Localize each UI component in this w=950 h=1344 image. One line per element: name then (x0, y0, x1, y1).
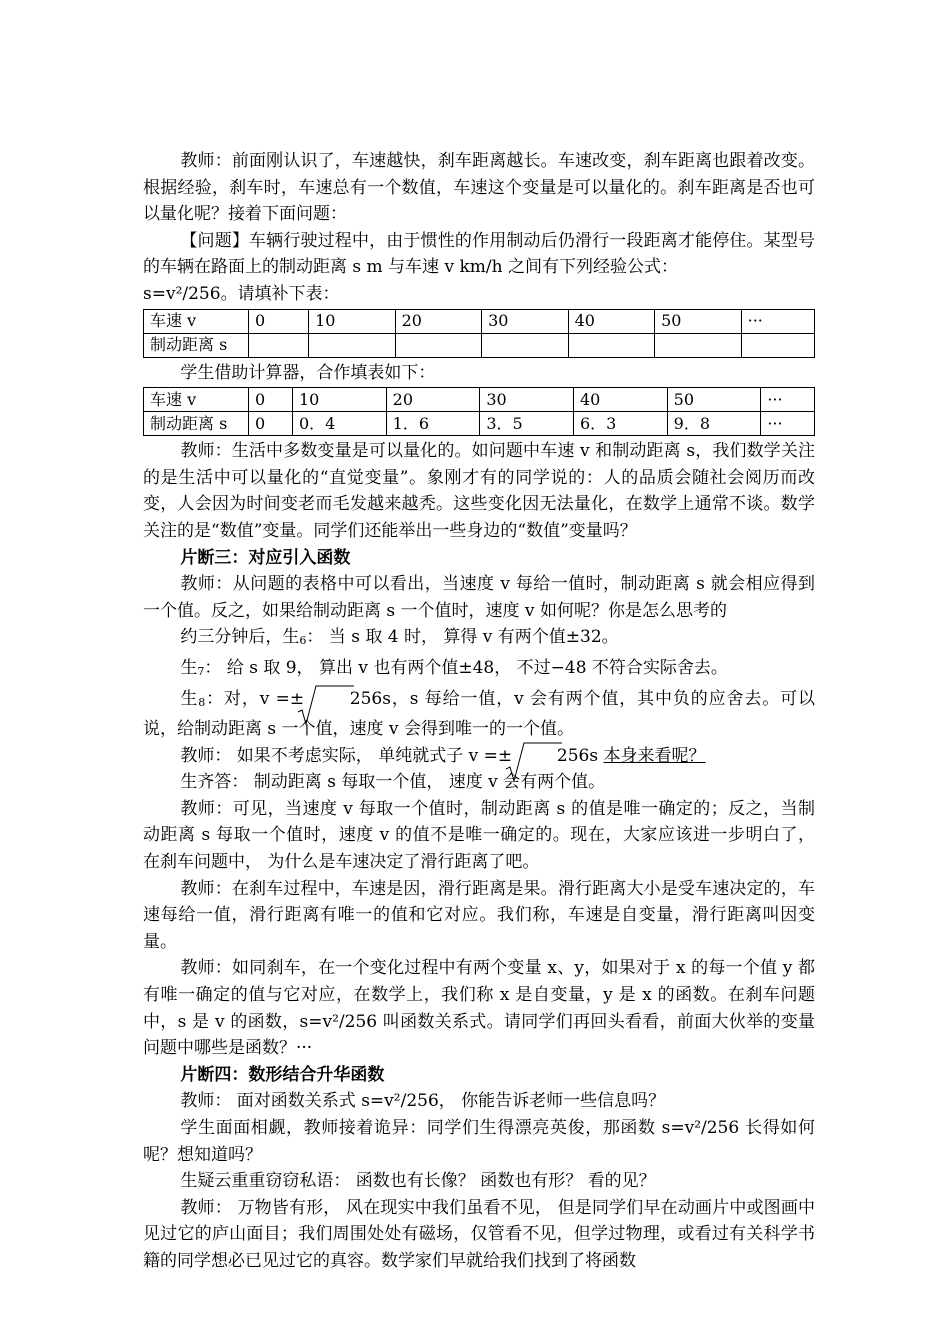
table-cell-empty (395, 333, 482, 357)
paragraph-problem-formula: s=v²/256。请填补下表： (143, 283, 340, 304)
table-cell-empty (568, 333, 655, 357)
paragraph-students-puzzled: 学生面面相觑，教师接着诡异：同学们生得漂亮英俊，那函数 s=v²/256 长得如何呢？想知道吗？ (143, 1118, 815, 1165)
text-run: ： 给 s 取 9， 算出 v 也有两个值±48， 不过−48 不符合实际舍去。 (204, 657, 728, 678)
table-cell: 0 (249, 309, 309, 333)
text-run: ： 当 s 取 4 时， 算得 v 有两个值±32。 (306, 627, 619, 648)
table-cell-label: 制动距离 s (144, 412, 249, 436)
table-row (144, 388, 815, 412)
table-cell: 0 (249, 412, 293, 436)
text-run: ，s 每给一值，v 会有两个值，其中负的应舍去。可以说，给制动距离 s 一个值，速度 v 会得到唯一的一个值。 (143, 688, 816, 740)
radicand: 256s (556, 745, 599, 766)
table-cell: 3．5 (480, 412, 574, 436)
table-cell-empty (309, 333, 396, 357)
table-cell-empty (249, 333, 309, 357)
paragraph-teacher-info: 教师： 面对函数关系式 s=v²/256， 你能告诉老师一些信息吗？ (180, 1091, 666, 1112)
table-row (144, 333, 815, 357)
table-cell-empty (482, 333, 569, 357)
paragraph-teacher-shape: 教师： 万物皆有形， 风在现实中我们虽看不见， 但是同学们早在动画片中或图画中见过它的庐山面目；我们周围处处有磁场，仅管看不见，但学过物理，或看过有关科学书籍的同学想必已见过它的真容。数学家们早就给我们找到了将函数 (143, 1197, 815, 1271)
table-row (144, 309, 815, 333)
paragraph-students-whisper: 生疑云重重窃窃私语： 函数也有长像？ 函数也有形？ 看的见？ (180, 1171, 656, 1192)
table-cell: 10 (292, 388, 386, 412)
paragraph-teacher-correspondence: 教师：从问题的表格中可以看出，当速度 v 每给一值时，制动距离 s 就会相应得到一个值。反之，如果给制动距离 s 一个值时，速度 v 如何呢？你是怎么思考的 (143, 574, 815, 621)
square-root-expression (518, 743, 599, 770)
subscript: 8 (198, 695, 206, 709)
section-heading-4: 片断四：数形结合升华函数 (180, 1064, 385, 1085)
table-cell: 6．3 (574, 412, 668, 436)
subscript: 6 (299, 634, 307, 648)
table-cell-label: 车速 v (144, 388, 249, 412)
table-cell: 20 (386, 388, 480, 412)
table-cell: 0．4 (292, 412, 386, 436)
table-cell: 50 (655, 309, 742, 333)
square-root-expression (310, 686, 391, 713)
table-cell: 40 (574, 388, 668, 412)
paragraph-teacher-intro: 教师：前面刚认识了，车速越快，刹车距离越长。车速改变，刹车距离也跟着改变。根据经验，刹车时，车速总有一个数值，车速这个变量是可以量化的。刹车距离是否也可以量化呢？接着下面问题： (143, 151, 815, 225)
paragraph-student-7 (143, 655, 815, 686)
square-root-icon (504, 741, 564, 785)
text-run: 教师： 如果不考虑实际， 单纯就式子 v =± (180, 745, 513, 766)
table-cell: ··· (741, 309, 814, 333)
paragraph-students-answer: 生齐答： 制动距离 s 每取一个值， 速度 v 会有两个值。 (180, 772, 606, 793)
table-cell: ··· (761, 412, 815, 436)
subscript: 7 (197, 664, 205, 678)
text-run: 本身来看呢？ (603, 745, 706, 766)
text-run: 生 (180, 688, 199, 709)
paragraph-students-fill: 学生借助计算器，合作填表如下： (180, 362, 436, 383)
table-cell: 9．8 (667, 412, 761, 436)
text-run: ：对，v =± (205, 688, 305, 709)
table-cell: 1．6 (386, 412, 480, 436)
paragraph-problem: 【问题】车辆行驶过程中，由于惯性的作用制动后仍滑行一段距离才能停住。某型号的车辆在路面上的制动距离 s m 与车速 v km/h 之间有下列经验公式： (143, 230, 815, 278)
radicand: 256s (349, 688, 391, 709)
table-cell-label: 制动距离 s (144, 333, 249, 357)
table-cell-empty (741, 333, 814, 357)
table-cell: 10 (309, 309, 396, 333)
paragraph-teacher-cause-effect: 教师：在刹车过程中，车速是因，滑行距离是果。滑行距离大小是受车速决定的，车速每给一值，滑行距离有唯一的值和它对应。我们称，车速是自变量，滑行距离叫因变量。 (143, 878, 815, 952)
table-cell: 20 (395, 309, 482, 333)
paragraph-quantifiable-variables: 教师：生活中多数变量是可以量化的。如问题中车速 v 和制动距离 s，我们数学关注的是生活中可以量化的“直觉变量”。象刚才有的同学说的：人的品质会随社会阅历而改变，人会因为时间变老而毛发越来越秃。这些变化因无法量化，在数学上通常不谈。数学关注的是“数值”变量。同学们还能举出一些身边的“数值”变量吗？ (143, 441, 815, 541)
speed-distance-table-blank (143, 309, 815, 358)
table-cell-label: 车速 v (144, 309, 249, 333)
document-page (143, 148, 815, 1275)
table-cell: 30 (480, 388, 574, 412)
speed-distance-table-filled (143, 387, 815, 436)
table-cell: 0 (249, 388, 293, 412)
text-run: 生 (180, 657, 198, 678)
table-cell: 30 (482, 309, 569, 333)
square-root-icon (296, 684, 356, 728)
section-heading-3: 片断三：对应引入函数 (180, 547, 351, 568)
table-cell: 50 (667, 388, 761, 412)
paragraph-student-8 (143, 686, 815, 743)
paragraph-student-6 (143, 624, 815, 655)
table-row (144, 412, 815, 436)
paragraph-teacher-question (143, 743, 815, 770)
text-run: 约三分钟后，生 (180, 627, 300, 648)
table-cell-empty (655, 333, 742, 357)
paragraph-teacher-uniqueness: 教师：可见，当速度 v 每取一个值时，制动距离 s 的值是唯一确定的；反之，当制动距离 s 每取一个值时，速度 v 的值不是唯一确定的。现在，大家应该进一步明白了， 在刹车问题中， 为什么是车速决定了滑行距离了吧。 (143, 798, 815, 873)
table-cell: ··· (761, 388, 815, 412)
table-cell: 40 (568, 309, 655, 333)
paragraph-function-definition: 教师：如同刹车，在一个变化过程中有两个变量 x、y，如果对于 x 的每一个值 y 都有唯一确定的值与它对应，在数学上，我们称 x 是自变量，y 是 x 的函数。在刹车问题中，s 是 v 的函数，s=v²/256 叫函数关系式。请同学们再回头看看，前面大伙举的变量问题中哪些是函数？··· (143, 958, 815, 1059)
